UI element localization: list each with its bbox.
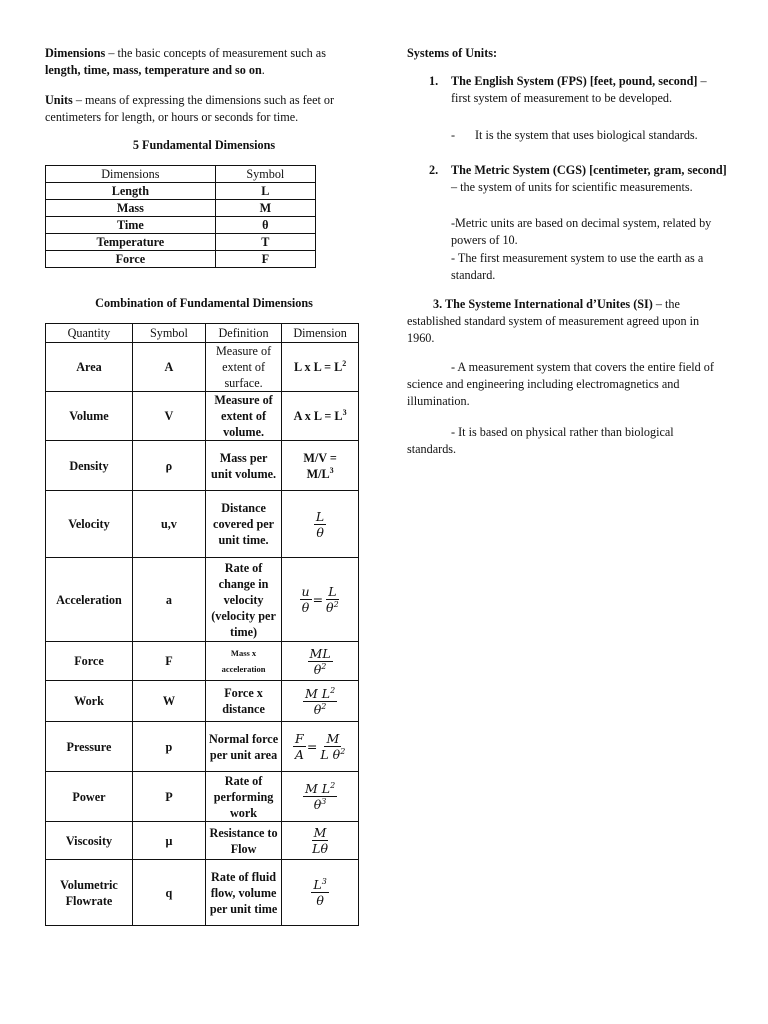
dimension-cell: $\frac{L^3}{\theta}$ [282,860,359,926]
table-row [46,491,359,558]
definition-cell: Distance covered per unit time. [205,491,281,558]
header-quantity: Quantity [46,324,133,343]
dimensions-examples: length, time, mass, temperature and so on [45,63,262,77]
systems-title: Systems of Units: [407,46,498,60]
definition-cell: Measure of extent of surface. [205,343,281,392]
definition-cell: Normal force per unit area [205,722,281,772]
definition-cell: Measure of extent of volume. [205,392,281,441]
symbol-cell: q [132,860,205,926]
dimensions-text: – the basic concepts of measurement such as [105,46,326,60]
table-row [46,642,359,681]
symbol-cell: W [132,681,205,722]
table-header-row [46,324,359,343]
definition-cell: Rate of fluid flow, volume per unit time [205,860,281,926]
dimension-cell: Time [46,217,216,234]
item-number: 2. [429,163,439,177]
symbol-cell: M [215,200,315,217]
units-text: – means of expressing the dimensions such as feet or centimeters for length, or hours or seconds for time. [45,93,335,124]
quantity-cell: Pressure [46,722,133,772]
quantity-cell: Density [46,441,133,491]
metric-system-line2: -Metric units are based on decimal system, related by powers of 10. [451,216,712,247]
bullet-dash: - [451,128,456,142]
quantity-cell: Power [46,772,133,822]
english-system-title: The English System (FPS) [feet, pound, second] [451,74,698,88]
english-system-text: – first system of measurement to be developed. [451,74,707,105]
quantity-cell: Volumetric Flowrate [46,860,133,926]
symbol-cell: a [132,558,205,642]
symbol-cell: P [132,772,205,822]
si-system-item [407,296,725,347]
dimension-cell: Force [46,251,216,268]
combination-table [45,323,359,926]
quantity-cell: Velocity [46,491,133,558]
dimension-cell: M/V = $M/L^3$ [282,441,359,491]
definition-cell: Force x distance [205,681,281,722]
dimension-cell: L x $L = L^2$ [282,343,359,392]
symbol-cell: V [132,392,205,441]
table-row [46,822,359,860]
units-definition [45,92,363,126]
symbol-cell: T [215,234,315,251]
dimension-cell: $\frac{F}{A}$ = $\frac{M}{L \theta^2}$ [282,722,359,772]
quantity-cell: Force [46,642,133,681]
table-row [46,343,359,392]
quantity-cell: Acceleration [46,558,133,642]
dimension-cell: $\frac{u}{\theta}$ = $\frac{L}{\theta^2}$ [282,558,359,642]
header-symbol: Symbol [132,324,205,343]
definition-cell: Rate of change in velocity (velocity per time) [205,558,281,642]
table-row [46,772,359,822]
dimension-cell: Mass [46,200,216,217]
definition-cell: Rate of performing work [205,772,281,822]
item-number: 1. [429,74,439,88]
units-term: Units [45,93,73,107]
dimensions-end: . [261,63,265,77]
table-row [46,681,359,722]
si-system-line3: - It is based on physical rather than biological standards. [407,425,674,456]
dimension-cell: $\frac{ML}{\theta^2}$ [282,642,359,681]
definition-cell: Mass x acceleration [205,642,281,681]
table-row [46,251,316,268]
symbol-cell: μ [132,822,205,860]
dimension-cell: $\frac{M}{L\theta}$ [282,822,359,860]
table-row [46,234,316,251]
definition-cell: Resistance to Flow [205,822,281,860]
quantity-cell: Work [46,681,133,722]
english-system-bullet: It is the system that uses biological standards. [475,128,698,142]
table-row [46,860,359,926]
header-dimension: Dimension [282,324,359,343]
symbol-cell: θ [215,217,315,234]
symbol-cell: u,v [132,491,205,558]
header-symbol: Symbol [215,166,315,183]
metric-system-line3: - The first measurement system to use the earth as a standard. [451,251,704,282]
table-row [46,217,316,234]
dimensions-term: Dimensions [45,46,106,60]
symbol-cell: L [215,183,315,200]
dimensions-definition [45,45,363,79]
header-definition: Definition [205,324,281,343]
combination-title: Combination of Fundamental Dimensions [95,296,313,310]
symbol-cell: F [132,642,205,681]
metric-system-text: – the system of units for scientific measurements. [451,180,693,194]
symbol-cell: A [132,343,205,392]
symbol-cell: ρ [132,441,205,491]
quantity-cell: Viscosity [46,822,133,860]
dimension-cell: $\frac{L}{\theta}$ [282,491,359,558]
quantity-cell: Volume [46,392,133,441]
quantity-cell: Area [46,343,133,392]
dimension-cell: $\frac{M L^2}{\theta^2}$ [282,681,359,722]
table-header-row [46,166,316,183]
si-system-line2: - A measurement system that covers the entire field of science and engineering including electromagnetics and illumination. [407,360,714,408]
dimension-cell: Temperature [46,234,216,251]
dimension-cell: Length [46,183,216,200]
fundamental-dimensions-table [45,165,316,268]
definition-cell: Mass per unit volume. [205,441,281,491]
header-dimensions: Dimensions [46,166,216,183]
metric-system-title: The Metric System (CGS) [centimeter, gram, second] [451,163,727,177]
fundamental-dimensions-title: 5 Fundamental Dimensions [132,138,276,152]
table-row [46,183,316,200]
symbol-cell: p [132,722,205,772]
english-system-item [451,73,729,107]
table-row [46,392,359,441]
table-row [46,558,359,642]
si-system-title: 3. The Systeme International d’Unites (SI) [433,297,653,311]
metric-system-item [451,162,729,196]
dimension-cell: A x $L = L^3$ [282,392,359,441]
table-row [46,200,316,217]
symbol-cell: F [215,251,315,268]
table-row [46,722,359,772]
si-system-text: – the established standard system of measurement agreed upon in 1960. [407,297,700,345]
dimension-cell: $\frac{M L^2}{\theta^3}$ [282,772,359,822]
table-row [46,441,359,491]
